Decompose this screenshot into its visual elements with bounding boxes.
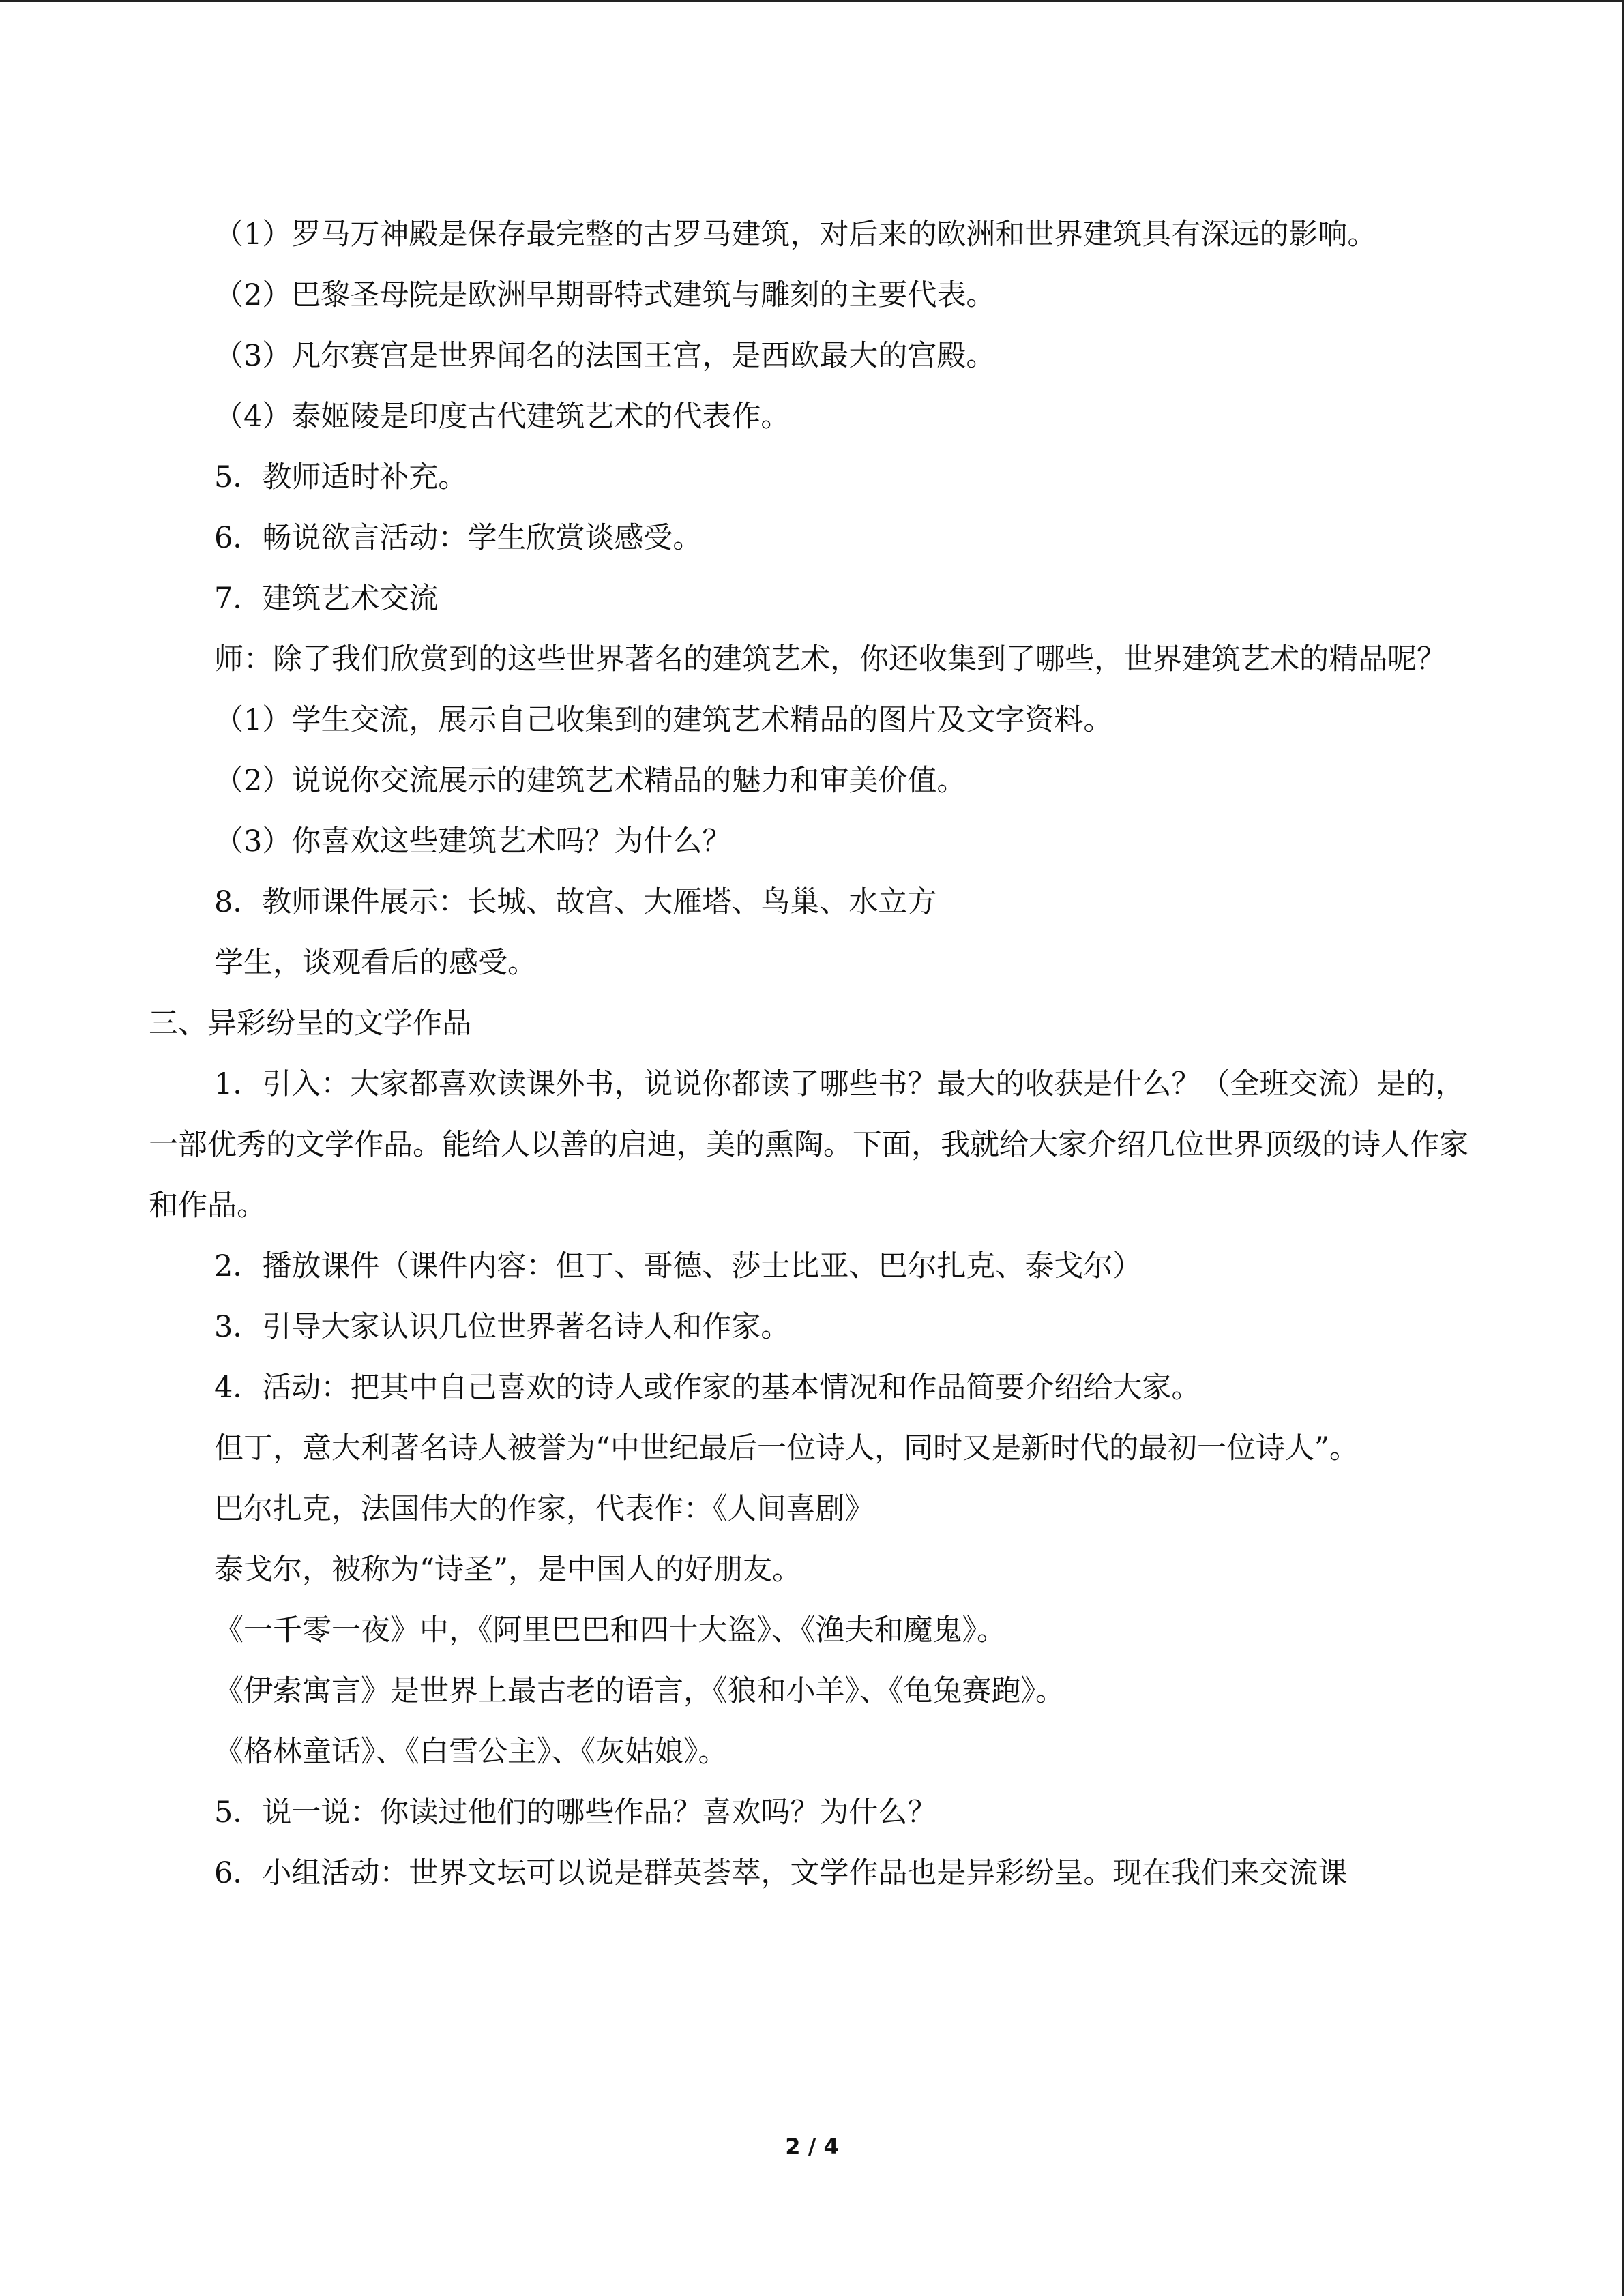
paragraph-arabian-nights: 《一千零一夜》中，《阿里巴巴和四十大盗》、《渔夫和魔鬼》。	[214, 1613, 1006, 1648]
paragraph-dante: 但丁，意大利著名诗人被誉为“中世纪最后一位诗人，同时又是新时代的最初一位诗人”。	[214, 1431, 1359, 1465]
paragraph-versailles: （3）凡尔赛宫是世界闻名的法国王宫，是西欧最大的宫殿。	[214, 339, 996, 373]
paragraph-aesop: 《伊索寓言》是世界上最古老的语言，《狼和小羊》、《龟兔赛跑》。	[214, 1674, 1065, 1708]
section-heading-literature: 三、异彩纷呈的文学作品	[149, 1007, 471, 1041]
paragraph-step-8: 8．教师课件展示：长城、故宫、大雁塔、鸟巢、水立方	[214, 885, 937, 919]
paragraph-literature-intro: 1．引入：大家都喜欢读课外书，说说你都读了哪些书？最大的收获是什么？（全班交流）是的，一部优秀的文学作品。能给人以善的启迪，美的熏陶。下面，我就给大家介绍几位世界顶级的诗人作家和作品。	[149, 1067, 1468, 1223]
paragraph-exchange-2: （2）说说你交流展示的建筑艺术精品的魅力和审美价值。	[214, 764, 966, 798]
paragraph-literature-step-3: 3．引导大家认识几位世界著名诗人和作家。	[214, 1310, 791, 1344]
paragraph-exchange-1: （1）学生交流，展示自己收集到的建筑艺术精品的图片及文字资料。	[214, 703, 1113, 737]
paragraph-literature-step-4: 4．活动：把其中自己喜欢的诗人或作家的基本情况和作品简要介绍给大家。	[214, 1371, 1201, 1405]
paragraph-step-5: 5．教师适时补充。	[214, 460, 468, 494]
paragraph-literature-step-5: 5．说一说：你读过他们的哪些作品？喜欢吗？为什么？	[214, 1795, 937, 1830]
paragraph-taj-mahal: （4）泰姬陵是印度古代建筑艺术的代表作。	[214, 400, 791, 434]
paragraph-exchange-3: （3）你喜欢这些建筑艺术吗？为什么？	[214, 824, 732, 859]
paragraph-grimm: 《格林童话》、《白雪公主》、《灰姑娘》。	[214, 1735, 728, 1769]
page-number: 2 / 4	[785, 2134, 839, 2160]
paragraph-literature-step-6: 6．小组活动：世界文坛可以说是群英荟萃，文学作品也是异彩纷呈。现在我们来交流课	[214, 1856, 1348, 1890]
paragraph-notre-dame: （2）巴黎圣母院是欧洲早期哥特式建筑与雕刻的主要代表。	[214, 278, 996, 312]
document-body	[149, 205, 1486, 1904]
paragraph-balzac: 巴尔扎克，法国伟大的作家，代表作：《人间喜剧》	[214, 1492, 874, 1526]
paragraph-step-7: 7．建筑艺术交流	[214, 582, 439, 616]
paragraph-literature-step-2: 2．播放课件（课件内容：但丁、哥德、莎士比亚、巴尔扎克、泰戈尔）	[214, 1249, 1142, 1283]
paragraph-tagore: 泰戈尔，被称为“诗圣”，是中国人的好朋友。	[214, 1553, 801, 1587]
paragraph-step-6: 6．畅说欲言活动：学生欣赏谈感受。	[214, 521, 703, 555]
paragraph-pantheon: （1）罗马万神殿是保存最完整的古罗马建筑，对后来的欧洲和世界建筑具有深远的影响。	[214, 218, 1377, 252]
paragraph-teacher-question: 师：除了我们欣赏到的这些世界著名的建筑艺术，你还收集到了哪些，世界建筑艺术的精品呢？	[214, 642, 1446, 676]
paragraph-student-feelings: 学生，谈观看后的感受。	[214, 946, 537, 980]
